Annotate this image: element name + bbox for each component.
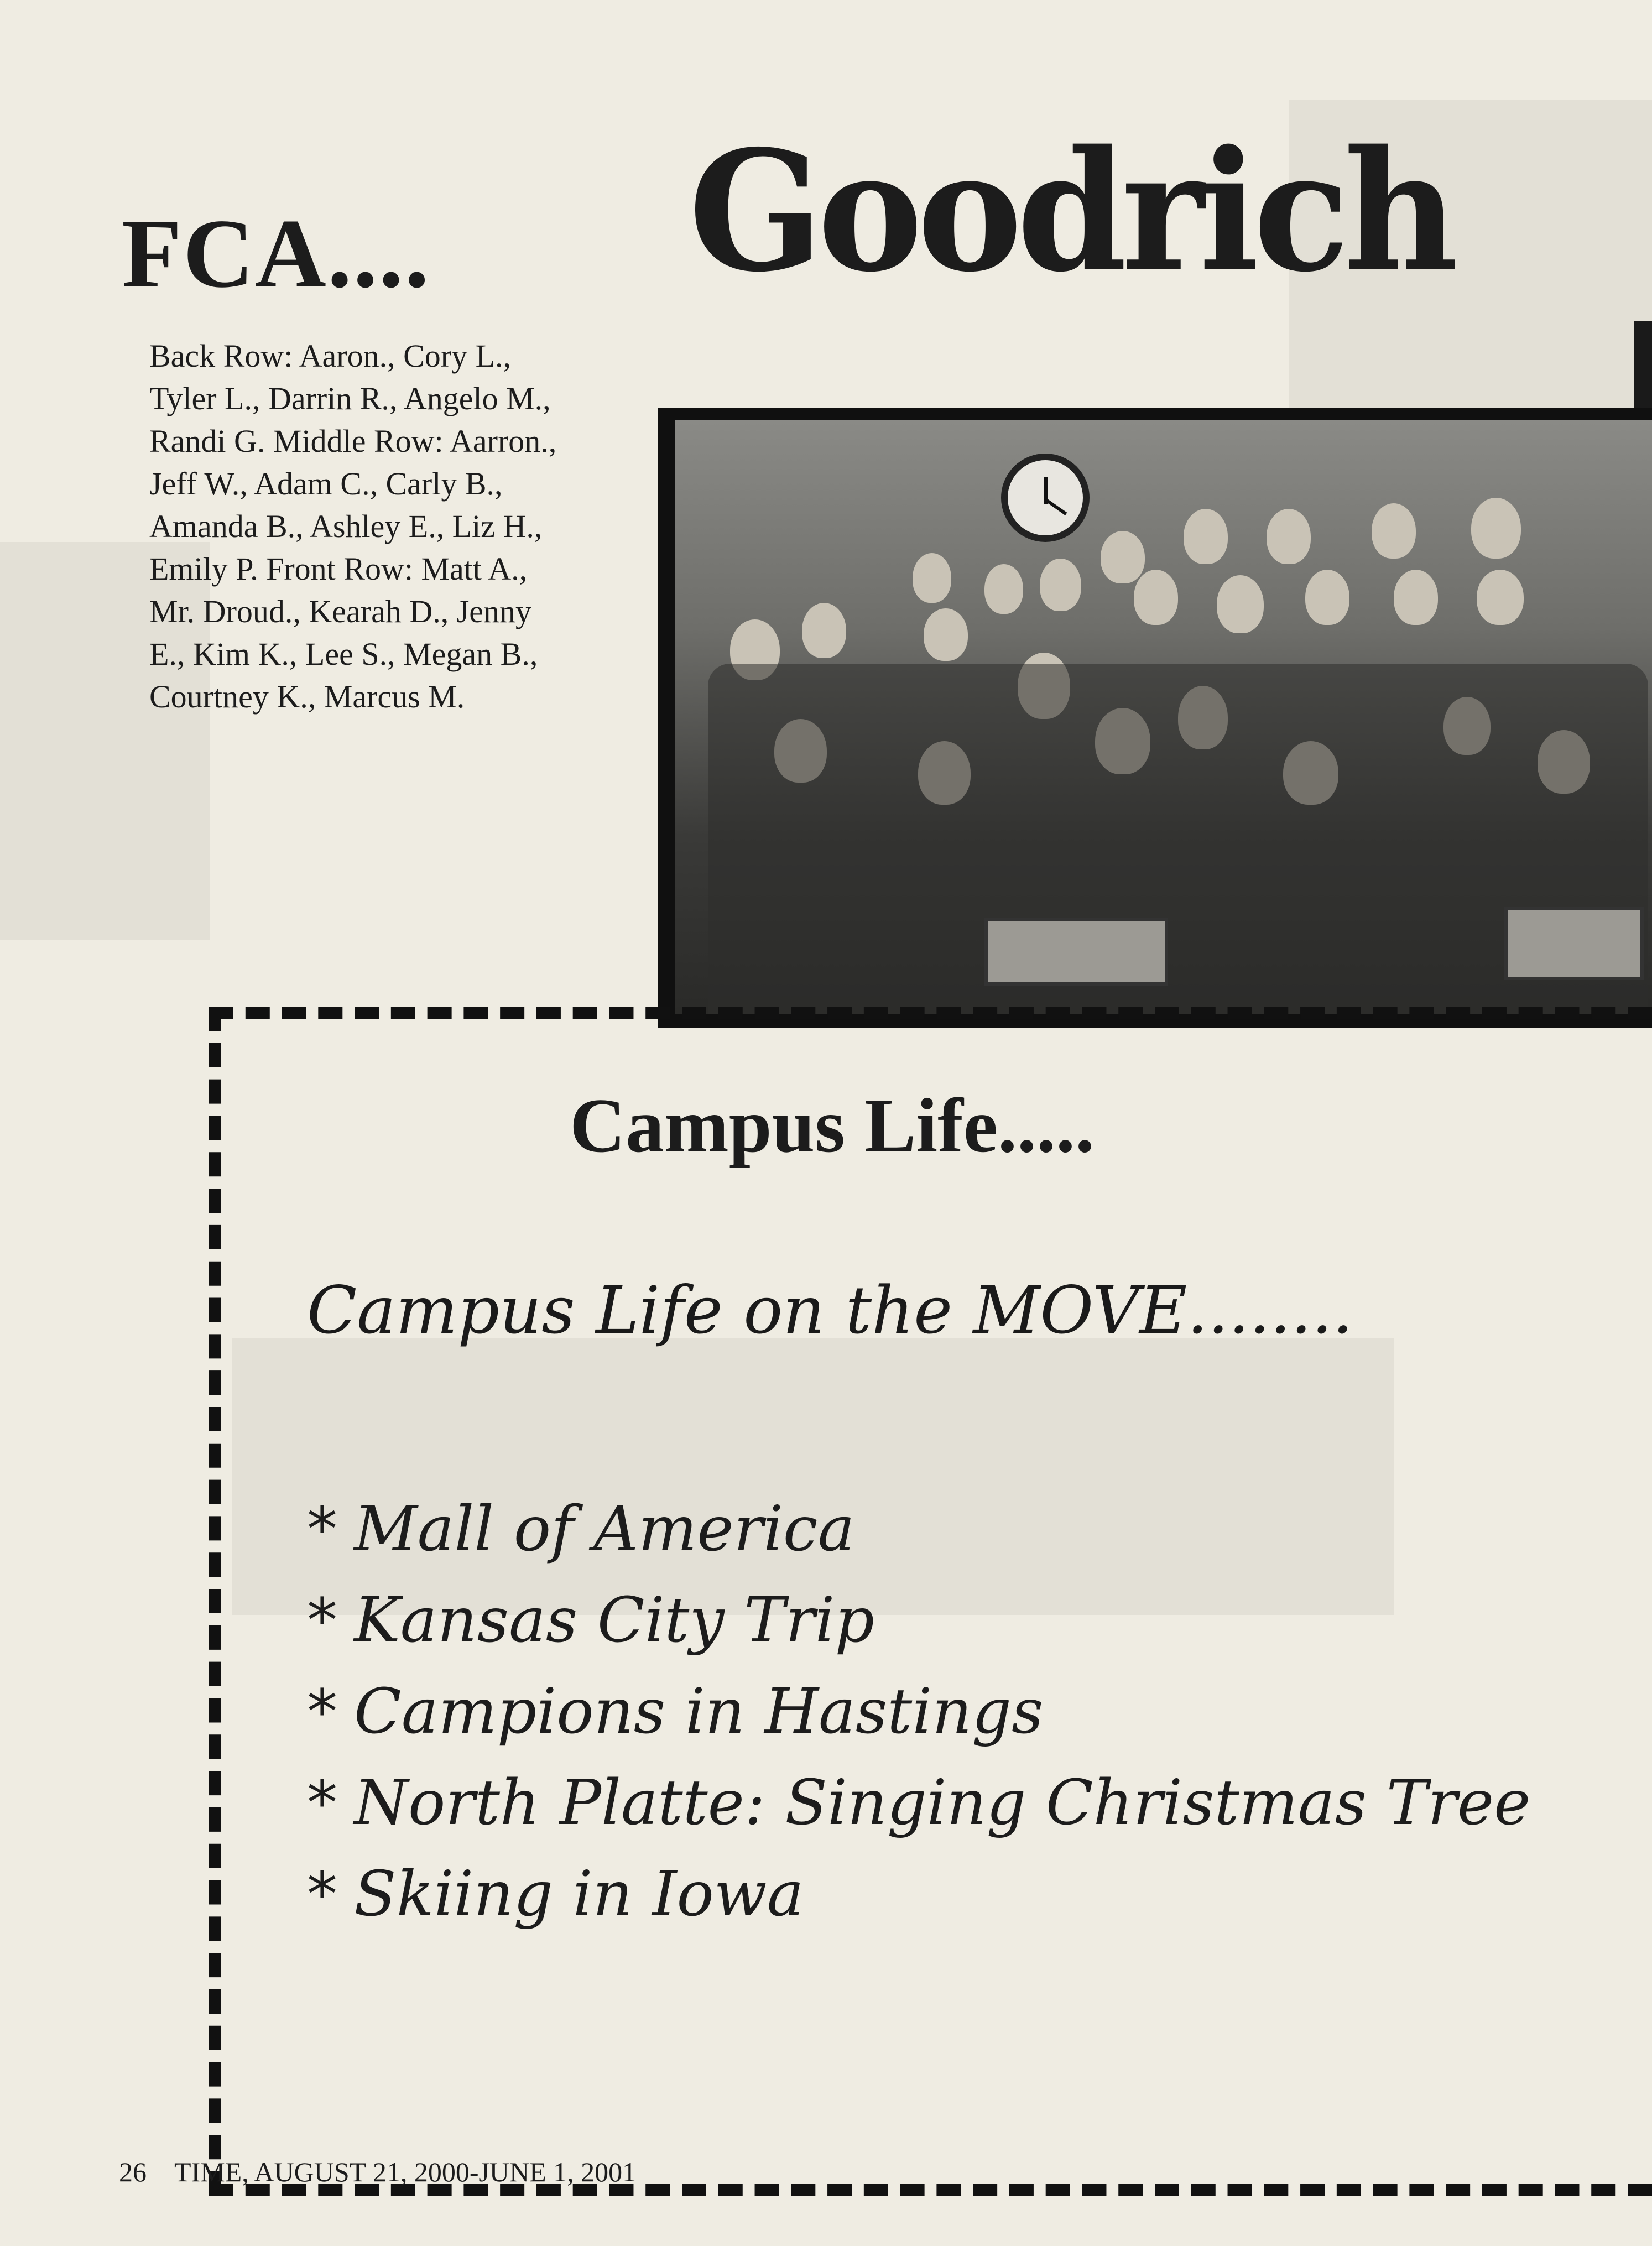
photo-person — [1305, 570, 1349, 625]
photo-caption: Back Row: Aaron., Cory L., Tyler L., Darrin R., Angelo M., Randi G. Middle Row: Aarron., Jeff W., Adam C., Carly B., Amanda B., Ashley E., Liz H., Emily P. Front Row: Matt A., Mr. Droud., Kearah D., Jenny E., Kim K., Lee S., Megan B., Courtney K., Marcus M. — [149, 338, 557, 715]
list-item-text: North Platte: Singing Christmas Tree — [354, 1767, 1531, 1839]
photo-person — [802, 603, 846, 658]
photo-person — [1267, 509, 1311, 564]
photo-person — [1134, 570, 1178, 625]
page-footer — [119, 2156, 636, 2188]
list-item — [307, 1493, 1530, 1585]
footer-text: TIME, AUGUST 21, 2000-JUNE 1, 2001 — [174, 2156, 637, 2187]
photo-person — [1184, 509, 1228, 564]
asterisk-bullet: * — [307, 1494, 337, 1565]
photo-person — [1217, 575, 1264, 633]
list-item — [307, 1585, 1530, 1676]
photo-person — [1394, 570, 1438, 625]
photo-person — [1471, 498, 1521, 559]
photo-desk — [1504, 907, 1644, 980]
photo-person — [984, 564, 1023, 614]
asterisk-bullet: * — [307, 1859, 337, 1930]
list-item-text: Skiing in Iowa — [354, 1858, 804, 1930]
list-item-text: Campions in Hastings — [354, 1676, 1044, 1748]
list-item-text: Kansas City Trip — [354, 1585, 875, 1656]
asterisk-bullet: * — [307, 1585, 337, 1656]
photo-person — [1372, 503, 1416, 559]
asterisk-bullet: * — [307, 1676, 337, 1747]
photo-person — [1101, 531, 1145, 583]
wall-clock-graphic — [1001, 454, 1090, 542]
list-item — [307, 1676, 1530, 1767]
page-number: 26 — [119, 2156, 147, 2187]
photo-person — [1477, 570, 1524, 625]
photo-desk — [984, 918, 1168, 986]
campus-life-subtitle: Campus Life on the MOVE........ — [307, 1272, 1353, 1348]
asterisk-bullet: * — [307, 1768, 337, 1838]
list-item — [307, 1858, 1530, 1950]
photo-person — [924, 608, 968, 661]
group-photo — [658, 408, 1652, 1028]
school-name-heading: Goodrich — [689, 114, 1453, 309]
list-item — [307, 1767, 1530, 1858]
campus-life-list — [307, 1493, 1530, 1950]
photo-person — [913, 553, 951, 603]
list-item-text: Mall of America — [354, 1493, 855, 1565]
campus-life-heading: Campus Life..... — [570, 1083, 1095, 1169]
group-photo-image — [675, 420, 1652, 1014]
fca-heading: FCA.... — [122, 199, 430, 308]
photo-person — [1040, 559, 1081, 611]
